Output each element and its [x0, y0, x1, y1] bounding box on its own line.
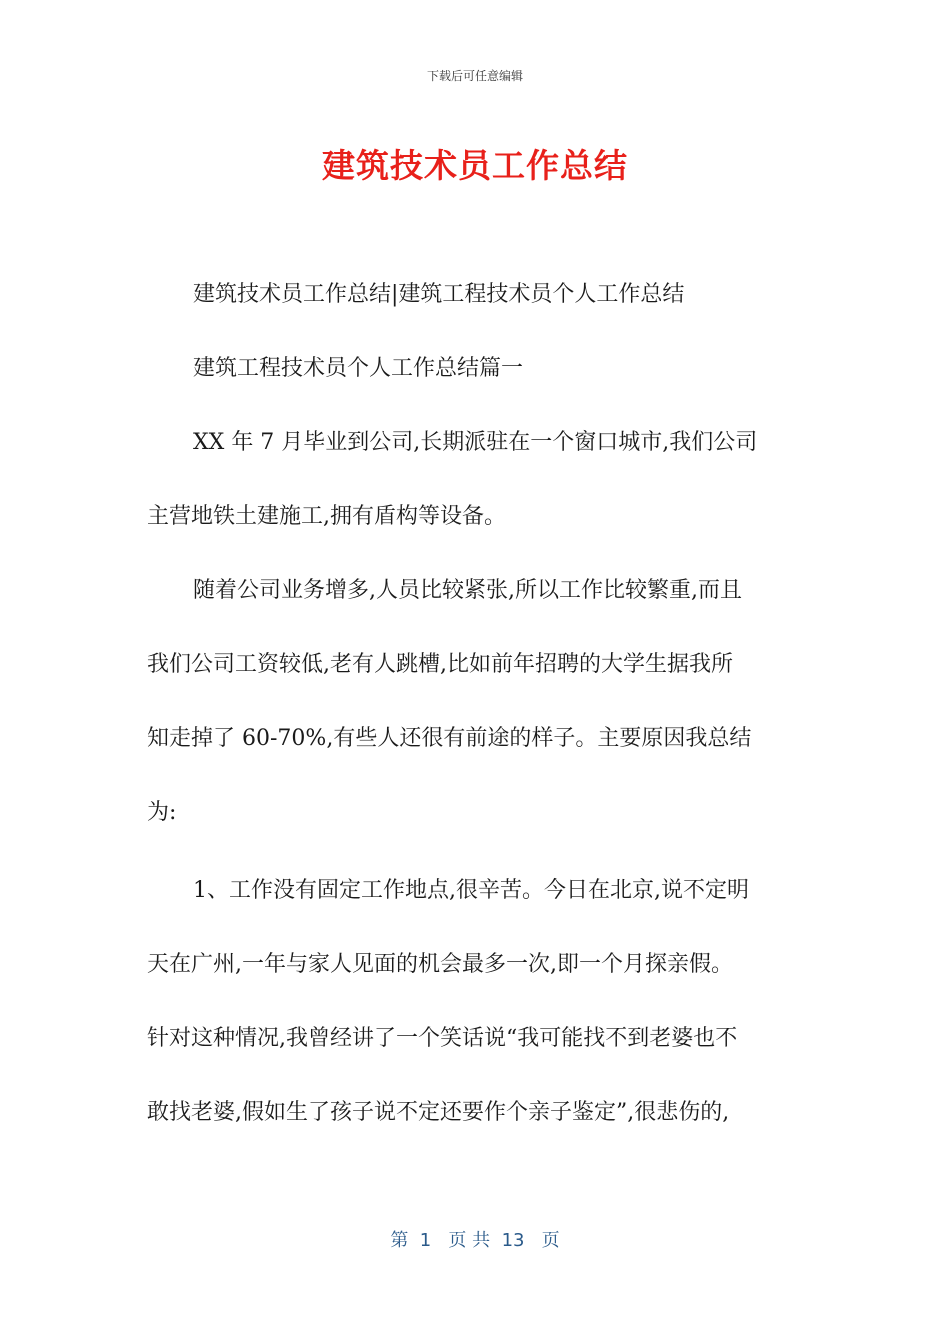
body-line: 为: [147, 800, 177, 825]
header-note: 下载后可任意编辑 [426, 69, 523, 83]
body-line: 我们公司工资较低,老有人跳槽,比如前年招聘的大学生据我所 [147, 652, 733, 677]
body-line: 1、工作没有固定工作地点,很辛苦。今日在北京,说不定明 [193, 878, 749, 903]
body-line: 敢找老婆,假如生了孩子说不定还要作个亲子鉴定”,很悲伤的, [147, 1100, 730, 1125]
body-line: 建筑工程技术员个人工作总结篇一 [193, 356, 524, 381]
body-line: 随着公司业务增多,人员比较紧张,所以工作比较繁重,而且 [193, 578, 742, 603]
body-line: 建筑技术员工作总结|建筑工程技术员个人工作总结 [193, 282, 685, 307]
body-line: 针对这种情况,我曾经讲了一个笑话说“我可能找不到老婆也不 [147, 1026, 738, 1051]
body-line: 主营地铁土建施工,拥有盾构等设备。 [147, 504, 506, 529]
body-line: 知走掉了 60-70%,有些人还很有前途的样子。主要原因我总结 [147, 726, 752, 751]
document-title: 建筑技术员工作总结 [322, 146, 628, 185]
body-line: 天在广州,一年与家人见面的机会最多一次,即一个月探亲假。 [147, 952, 733, 977]
body-line: XX 年 7 月毕业到公司,长期派驻在一个窗口城市,我们公司 [193, 430, 758, 455]
page-footer: 第 1 页 共 13 页 [390, 1230, 560, 1251]
